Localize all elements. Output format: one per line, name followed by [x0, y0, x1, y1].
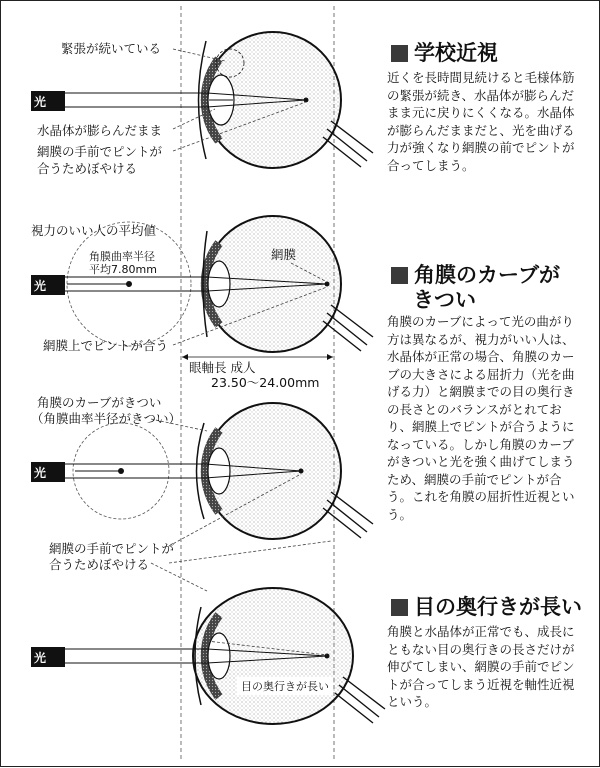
label-lens-swollen: 水晶体が膨らんだまま	[37, 123, 163, 138]
label-radius-line2: 平均7.80mm	[89, 263, 157, 276]
section-2-body: 角膜のカーブによって光の曲がり方は異なるが、視力がいい人は、水晶体が正常の場合、角膜のカーブの大きさによる屈折力（光を曲げる力）と網膜までの目の奥行きの長さとのバランスがとれており、網膜上でピントが合うようになっている。しかし角膜のカーブがきついと光を強く曲げてしまうため、網膜の手前でピントが合う。これを角膜の屈折性近視という。	[387, 314, 575, 522]
label-retina: 網膜	[271, 247, 297, 262]
heading-square-icon	[391, 599, 408, 616]
light-arrow-1: 光	[31, 91, 65, 111]
section-2-title-line2: きつい	[413, 288, 476, 312]
light-arrow-4: 光	[31, 647, 65, 667]
section-2-heading	[391, 263, 560, 288]
section-3-title: 目の奥行きが長い	[414, 595, 582, 619]
label-blur-2-line2: 合うためぼやける	[49, 557, 150, 572]
section-1-heading	[391, 41, 498, 66]
light-arrow-3: 光	[31, 462, 65, 482]
label-blur-1-line2: 合うためぼやける	[37, 161, 138, 176]
label-focus-on-retina: 網膜上でピントが合う	[43, 338, 169, 353]
label-axial-line1: 眼軸長 成人	[189, 360, 256, 375]
label-long-depth: 目の奥行きが長い	[241, 680, 329, 693]
label-average: 視力のいい人の平均値	[31, 223, 157, 238]
label-tension: 緊張が続いている	[61, 41, 162, 56]
label-steep-line2: （角膜曲率半径がきつい）	[31, 411, 182, 426]
label-radius-line1: 角膜曲率半径	[89, 250, 155, 263]
heading-square-icon	[391, 267, 408, 284]
light-arrow-2: 光	[31, 275, 65, 295]
section-1-body: 近くを長時間見続けると毛様体筋の緊張が続き、水晶体が膨らんだまま元に戻りにくくなる。水晶体が膨らんだままだと、光を曲げる力が強くなり網膜の前でピントが合ってしまう。	[387, 70, 575, 173]
heading-square-icon	[391, 45, 408, 62]
label-steep-line1: 角膜のカーブがきつい	[37, 395, 162, 410]
section-3-heading	[391, 595, 582, 620]
label-axial-line2: 23.50～24.00mm	[211, 375, 320, 390]
section-1-title: 学校近視	[414, 41, 498, 65]
section-2-title-line1: 角膜のカーブが	[414, 263, 560, 287]
label-blur-2-line1: 網膜の手前でピントが	[49, 541, 175, 556]
label-blur-1-line1: 網膜の手前でピントが	[37, 144, 163, 159]
section-3-body: 角膜と水晶体が正常でも、成長にともない目の奥行きの長さだけが伸びてしまい、網膜の手前でピントが合ってしまう近視を軸性近視という。	[387, 624, 575, 709]
